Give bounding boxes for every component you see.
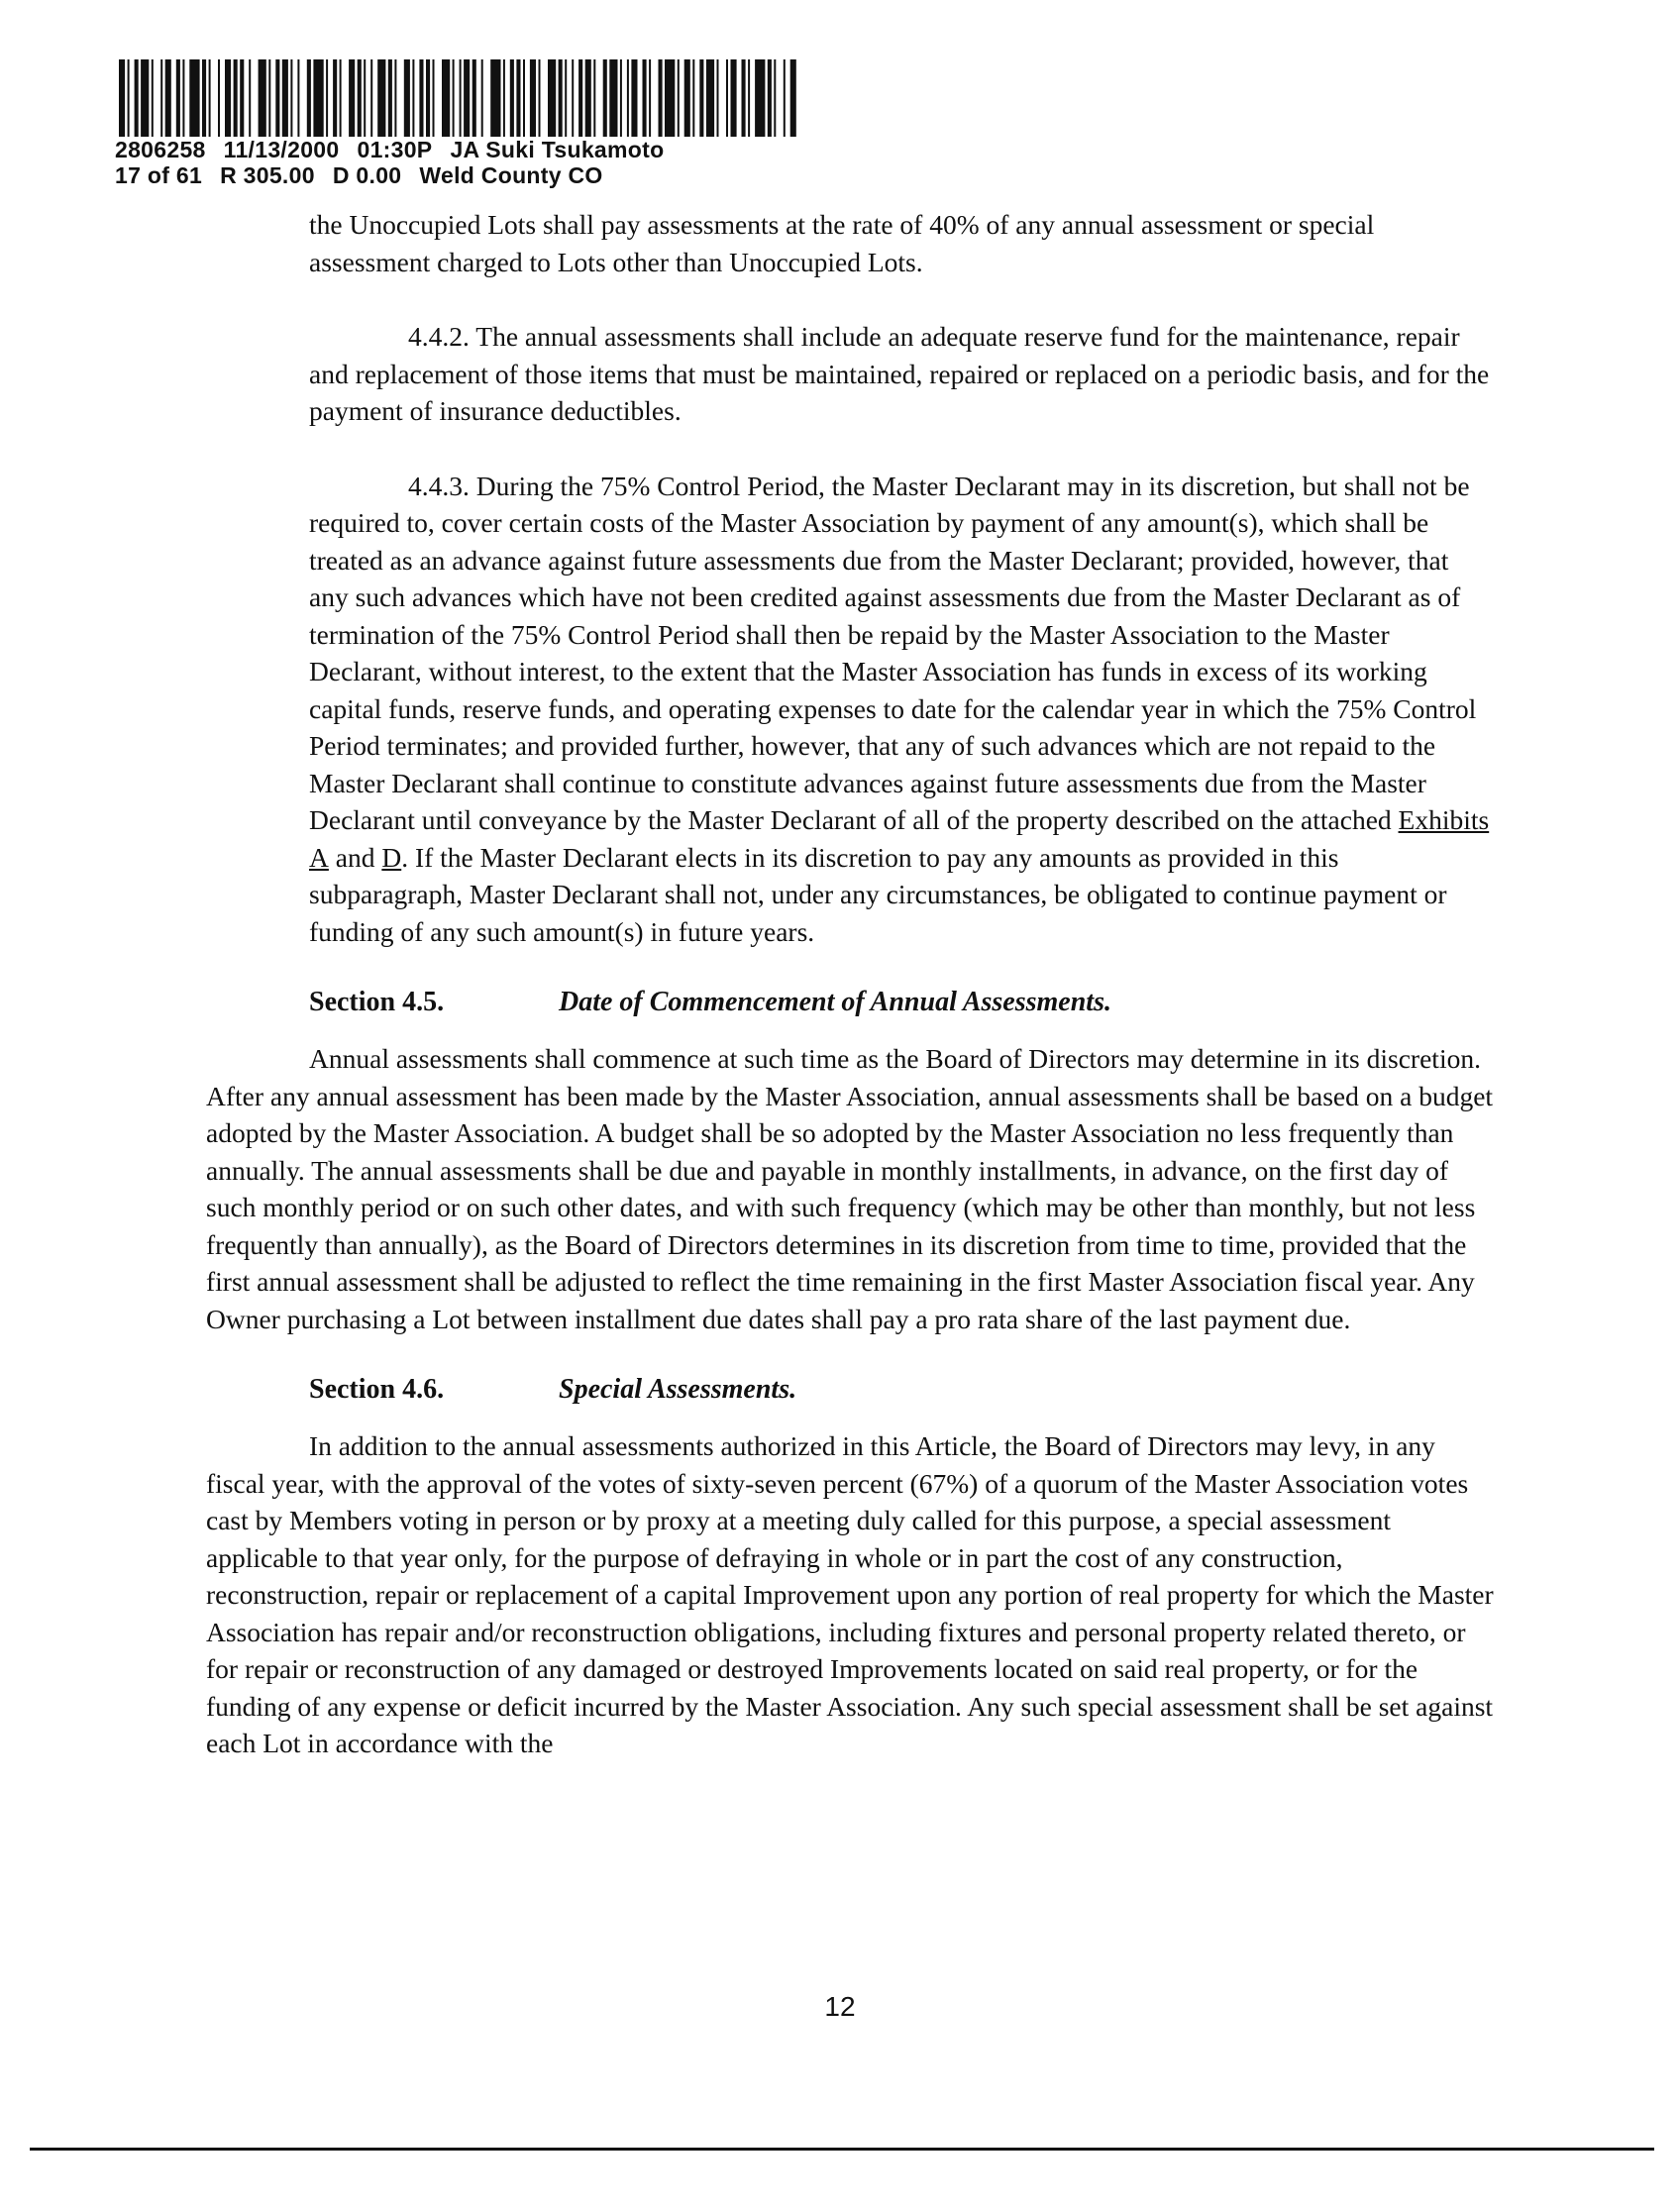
barcode-bar bbox=[609, 59, 617, 137]
continuation-paragraph: the Unoccupied Lots shall pay assessments at the rate of 40% of any annual assessment or special assessment charged to Lots other than Unoccupied Lots. bbox=[309, 209, 1375, 277]
section-4-6-text: In addition to the annual assessments authorized in this Article, the Board of Directors may levy, in any fiscal year, with the approval of the votes of sixty-seven percent (67%) of a quorum of the Master Association votes cast by Members voting in person or by proxy at a meeting duly called for this purpose, a special assessment applicable to that year only, for the purpose of defraying in whole or in part the cost of any construction, reconstruction, repair or replacement of a capital Improvement upon any portion of real property for which the Master Association has repair and/or reconstruction obligations, including fixtures and personal property related thereto, or for repair or reconstruction of any damaged or destroyed Improvements located on said real property, or for the funding of any expense or deficit incurred by the Master Association. Any such special assessment shall be set against each Lot in accordance with the bbox=[206, 1430, 1494, 1758]
barcode-bar bbox=[160, 59, 162, 137]
barcode-bar bbox=[119, 59, 125, 137]
barcode-bar bbox=[165, 59, 171, 137]
barcode-bar bbox=[774, 59, 776, 137]
section-4-5-heading bbox=[206, 984, 1494, 1020]
barcode-bar bbox=[364, 59, 366, 137]
barcode-image bbox=[119, 59, 796, 137]
barcode-bar bbox=[706, 59, 714, 137]
paragraph-text: During the 75% Control Period, the Master Declarant may in its discretion, but shall not be required to, cover certain costs of the Master Association by payment of any amount(s), which shall be treated as an advance against future assessments due from the Master Declarant; provided, however, that any such advances which have not been credited against assessments due from the Master Declarant as of termination of the 75% Control Period shall then be repaid by the Master Association to the Master Declarant, without interest, to the extent that the Master Association has funds in excess of its working capital funds, reserve funds, and operating expenses to date for the calendar year in which the 75% Control Period terminates; and provided further, however, that any of such advances which are not repaid to the Master Declarant shall continue to constitute advances against future assessments due from the Master Declarant until conveyance by the Master Declarant of all of the property described on the attached bbox=[309, 470, 1477, 835]
barcode-bar bbox=[490, 59, 500, 137]
barcode-bar bbox=[464, 59, 470, 137]
stamp-line-2 bbox=[115, 162, 808, 188]
recording-date: 11/13/2000 bbox=[223, 137, 340, 162]
barcode-bar bbox=[225, 59, 231, 137]
barcode-bar bbox=[412, 59, 414, 137]
barcode-bar bbox=[128, 59, 130, 137]
barcode-bar bbox=[530, 59, 536, 137]
section-4-6-heading bbox=[206, 1371, 1494, 1408]
stamp-line-1 bbox=[115, 137, 808, 162]
exhibit-d-reference: D bbox=[381, 841, 402, 873]
barcode-bar bbox=[503, 59, 505, 137]
barcode-bar bbox=[349, 59, 355, 137]
barcode-bar bbox=[326, 59, 328, 137]
recording-time: 01:30P bbox=[357, 137, 433, 162]
barcode-bar bbox=[731, 59, 737, 137]
barcode-bar bbox=[565, 59, 567, 137]
paragraph-4-4-2 bbox=[206, 318, 1494, 430]
paragraph-4-4-3 bbox=[206, 468, 1494, 951]
recorder-name: JA Suki Tsukamoto bbox=[450, 137, 665, 162]
barcode-bar bbox=[699, 59, 703, 137]
section-title: Date of Commencement of Annual Assessments. bbox=[559, 987, 1111, 1017]
barcode-bar bbox=[627, 59, 629, 137]
barcode-bar bbox=[516, 59, 520, 137]
barcode-bar bbox=[377, 59, 385, 137]
barcode-bar bbox=[539, 59, 541, 137]
recording-fee: R 305.00 bbox=[220, 162, 315, 188]
barcode-bar bbox=[135, 59, 139, 137]
barcode-bar bbox=[313, 59, 323, 137]
barcode-bar bbox=[152, 59, 154, 137]
paragraph-number: 4.4.2. bbox=[408, 321, 470, 352]
barcode-bar bbox=[572, 59, 574, 137]
barcode-bar bbox=[234, 59, 238, 137]
barcode-bar bbox=[202, 59, 206, 137]
barcode-bar bbox=[209, 59, 211, 137]
barcode-bar bbox=[240, 59, 244, 137]
barcode-bar bbox=[593, 59, 595, 137]
barcode-bar bbox=[333, 59, 337, 137]
barcode-bar bbox=[268, 59, 270, 137]
barcode-bar bbox=[433, 59, 435, 137]
barcode-bar bbox=[659, 59, 663, 137]
page-position: 17 of 61 bbox=[115, 162, 203, 188]
barcode-bar bbox=[755, 59, 765, 137]
barcode-bar bbox=[297, 59, 299, 137]
barcode-bar bbox=[768, 59, 772, 137]
barcode-bar bbox=[370, 59, 372, 137]
barcode-bar bbox=[404, 59, 410, 137]
barcode-bar bbox=[189, 59, 199, 137]
reception-number: 2806258 bbox=[115, 137, 206, 162]
page-number: 12 bbox=[824, 1991, 856, 2022]
section-number: Section 4.5. bbox=[309, 987, 445, 1017]
barcode-bar bbox=[426, 59, 430, 137]
barcode-bar bbox=[218, 59, 220, 137]
barcode-bar bbox=[388, 59, 392, 137]
barcode-bar bbox=[394, 59, 396, 137]
barcode-bar bbox=[559, 59, 563, 137]
barcode-bar bbox=[678, 59, 680, 137]
barcode-bar bbox=[340, 59, 342, 137]
barcode-bar bbox=[548, 59, 556, 137]
doc-fee: D 0.00 bbox=[332, 162, 402, 188]
barcode-bar bbox=[665, 59, 675, 137]
barcode-bar bbox=[282, 59, 288, 137]
barcode-bar bbox=[784, 59, 786, 137]
exhibit-a-reference: Exhibits A bbox=[309, 804, 1490, 873]
barcode-bar bbox=[643, 59, 647, 137]
barcode-bar bbox=[585, 59, 591, 137]
barcode-bar bbox=[460, 59, 462, 137]
recording-stamp bbox=[115, 59, 808, 188]
barcode-bar bbox=[472, 59, 476, 137]
barcode-bar bbox=[275, 59, 279, 137]
paragraph-number: 4.4.3. bbox=[408, 470, 470, 501]
barcode-bar bbox=[510, 59, 514, 137]
barcode-bar bbox=[748, 59, 750, 137]
document-body bbox=[206, 206, 1494, 1762]
barcode-bar bbox=[717, 59, 719, 137]
paragraph-text-continued: . If the Master Declarant elects in its discretion to pay any amounts as provided in this subparagraph, Master Declarant shall not, under any circumstances, be obligated to continue payment or funding of any such amount(s) in future years. bbox=[309, 841, 1447, 947]
section-number: Section 4.6. bbox=[309, 1374, 445, 1405]
section-4-5-text: Annual assessments shall commence at such time as the Board of Directors may determine in its discretion. After any annual assessment has been made by the Master Association, annual assessments shall be based on a budget adopted by the Master Association. A budget shall be so adopted by the Master Association no less frequently than annually. The annual assessments shall be due and payable in monthly installments, in advance, on the first day of such monthly period or on such other dates, and with such frequency (which may be other than monthly, but not less frequently than annually), as the Board of Directors determines in its discretion from time to time, provided that the first annual assessment shall be adjusted to reflect the time remaining in the first Master Association fiscal year. Any Owner purchasing a Lot between installment due dates shall pay a pro rata share of the last payment due. bbox=[206, 1043, 1494, 1334]
barcode-bar bbox=[453, 59, 455, 137]
barcode-bar bbox=[259, 59, 266, 137]
barcode-bar bbox=[578, 59, 582, 137]
section-title: Special Assessments. bbox=[559, 1374, 797, 1405]
barcode-bar bbox=[307, 59, 311, 137]
barcode-bar bbox=[684, 59, 690, 137]
barcode-bar bbox=[631, 59, 637, 137]
barcode-bar bbox=[620, 59, 622, 137]
paragraph-text: The annual assessments shall include an adequate reserve fund for the maintenance, repair and replacement of those items that must be maintained, repaired or replaced on a periodic basis, and for the payment of insurance deductibles. bbox=[309, 321, 1490, 426]
barcode-bar bbox=[182, 59, 184, 137]
barcode-bar bbox=[603, 59, 607, 137]
barcode-bar bbox=[358, 59, 362, 137]
barcode-bar bbox=[726, 59, 728, 137]
barcode-bar bbox=[649, 59, 651, 137]
and-word: and bbox=[335, 841, 375, 873]
barcode-bar bbox=[176, 59, 180, 137]
barcode-bar bbox=[290, 59, 292, 137]
barcode-bar bbox=[692, 59, 694, 137]
bottom-rule bbox=[30, 2148, 1654, 2151]
barcode-bar bbox=[523, 59, 525, 137]
county-name: Weld County CO bbox=[419, 162, 603, 188]
barcode-bar bbox=[141, 59, 149, 137]
barcode-bar bbox=[481, 59, 483, 137]
barcode-bar bbox=[442, 59, 450, 137]
barcode-bar bbox=[742, 59, 746, 137]
barcode-bar bbox=[419, 59, 423, 137]
barcode-bar bbox=[790, 59, 796, 137]
barcode-bar bbox=[249, 59, 251, 137]
